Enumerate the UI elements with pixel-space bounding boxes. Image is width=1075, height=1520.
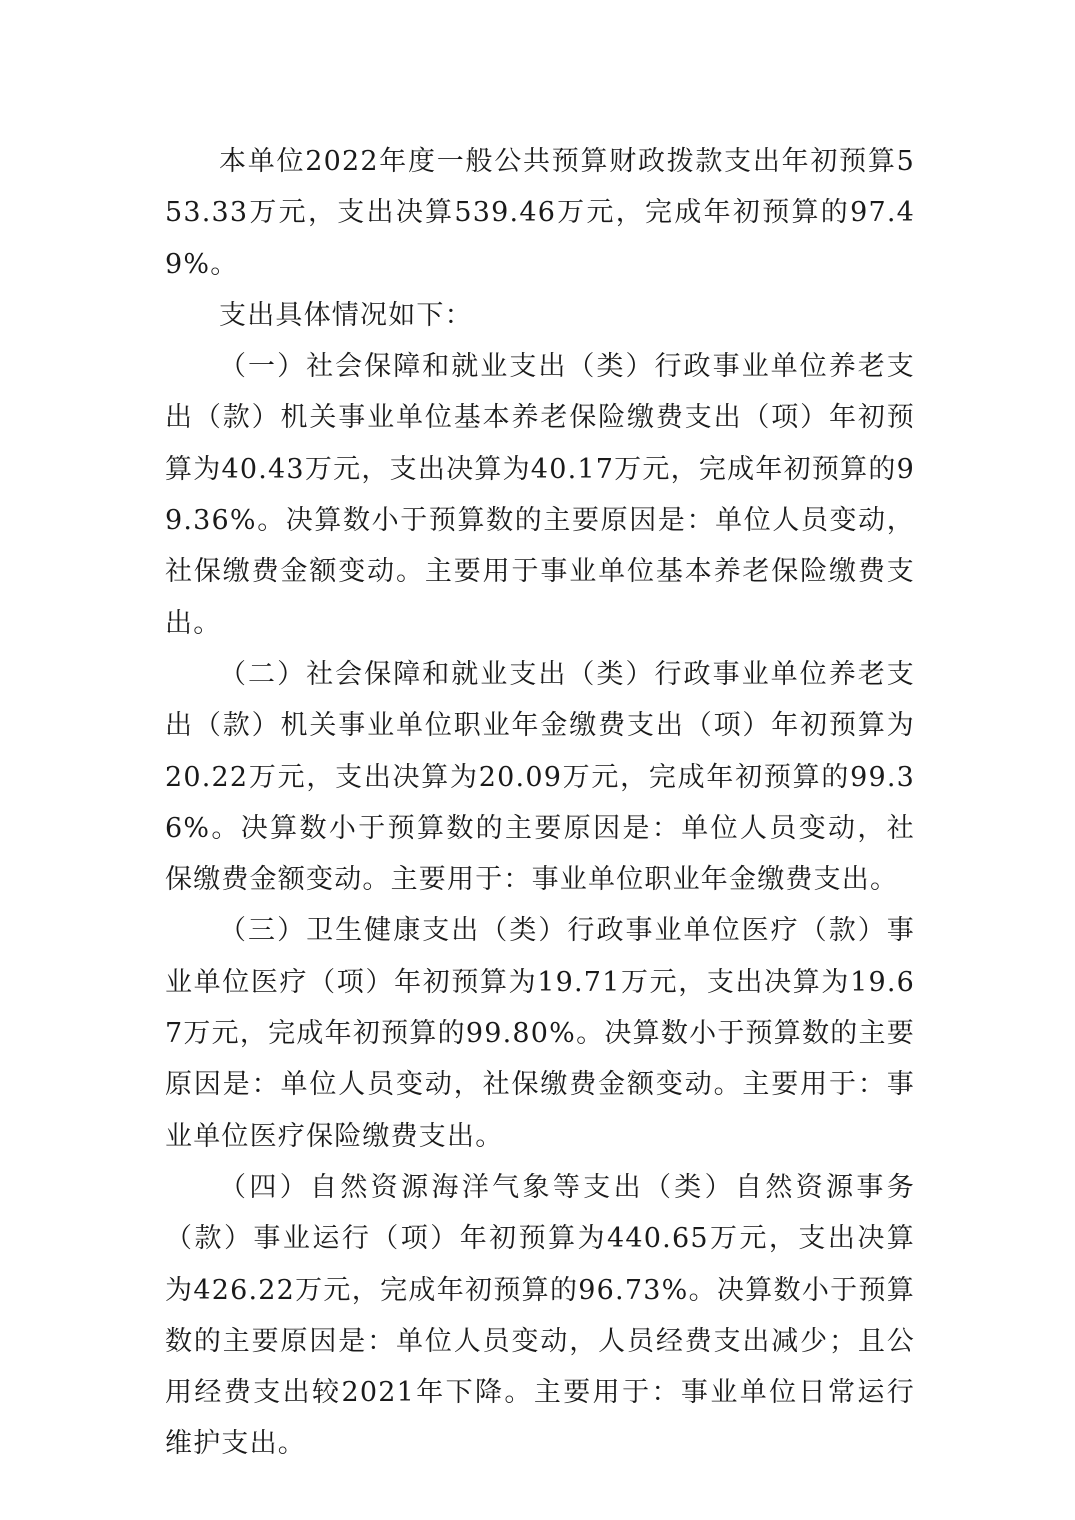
paragraph-intro: 支出具体情况如下：	[219, 299, 473, 331]
paragraph-item-2: （二）社会保障和就业支出（类）行政事业单位养老支出（款）机关事业单位职业年金缴费支出（项）年初预算为20.22万元，支出决算为20.09万元，完成年初预算的99.36%。决算数小于预算数的主要原因是：单位人员变动，社保缴费金额变动。主要用于：事业单位职业年金缴费支出。	[165, 658, 915, 896]
paragraph-item-1: （一）社会保障和就业支出（类）行政事业单位养老支出（款）机关事业单位基本养老保险缴费支出（项）年初预算为40.43万元，支出决算为40.17万元，完成年初预算的99.36%。决算数小于预算数的主要原因是：单位人员变动，社保缴费金额变动。主要用于事业单位基本养老保险缴费支出。	[165, 351, 915, 639]
paragraph-item-3: （三）卫生健康支出（类）行政事业单位医疗（款）事业单位医疗（项）年初预算为19.71万元，支出决算为19.67万元，完成年初预算的99.80%。决算数小于预算数的主要原因是：单位人员变动，社保缴费金额变动。主要用于：事业单位医疗保险缴费支出。	[165, 915, 915, 1152]
document-body	[165, 136, 915, 1470]
paragraph-summary: 本单位2022年度一般公共预算财政拨款支出年初预算553.33万元，支出决算539.46万元，完成年初预算的97.49%。	[165, 146, 915, 280]
paragraph-item-4: （四）自然资源海洋气象等支出（类）自然资源事务（款）事业运行（项）年初预算为440.65万元，支出决算为426.22万元，完成年初预算的96.73%。决算数小于预算数的主要原因是：单位人员变动，人员经费支出减少；且公用经费支出较2021年下降。主要用于：事业单位日常运行维护支出。	[165, 1171, 915, 1460]
